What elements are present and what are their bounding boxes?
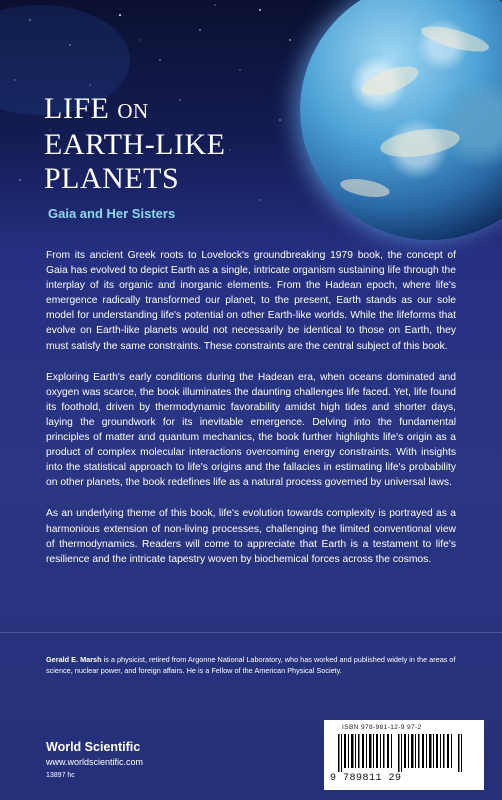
publisher-name: World Scientific — [46, 740, 141, 754]
isbn-text: ISBN 978-981-12-9 97-2 — [342, 724, 422, 731]
author-bio — [46, 654, 456, 676]
title-planets: PLANETS — [44, 162, 180, 195]
title-earth-like: EARTH-LIKE — [44, 128, 226, 161]
blurb-paragraph-1: From its ancient Greek roots to Lovelock's groundbreaking 1979 book, the concept of Gaia has evolved to depict Earth as a single, intricate organism sustaining life through the interplay of its organic and inorganic elements. From the Hadean epoch, where life's emergence radically transformed our planet, to the present, Earth stands as our sole model for understanding life's potential on other Earth-like worlds. While the lifeforms that evolve on Earth-like planets would not necessarily be identical to those on Earth, they must satisfy the same constraints. These constraints are the central subject of this book. — [46, 250, 456, 352]
author-name: Gerald E. Marsh — [46, 655, 102, 664]
publisher-website[interactable]: www.worldscientific.com — [46, 757, 144, 767]
blurb-paragraph-3: As an underlying theme of this book, life's evolution towards complexity is portrayed as a harmonious extension of non-living processes, challenging the limited conventional view of thermodynamics. Readers will come to appreciate that Earth is a testament to life's resilience and the intricate tapestry woven by biochemical forces across the cosmos. — [46, 508, 456, 565]
publisher-code: 13897 hc — [46, 772, 75, 779]
title-on: ON — [117, 99, 149, 123]
barcode-number: 9 789811 29 — [330, 773, 402, 784]
barcode-icon — [334, 734, 474, 772]
blurb-paragraph-2: Exploring Earth's early conditions during the Hadean era, when oceans dominated and oxygen was scarce, the book illuminates the daunting challenges life faced. Yet, life found its foothold, driven by thermodynamic favorability amidst high tides and shorter days, laying the groundwork for its inevitable emergence. Delving into the fundamental principles of matter and quantum mechanics, the book further highlights life's origin as a product of complex molecular interactions overcoming energy constraints. With insights into the statistical approach to life's origins and the fallacies in estimating life's probability on other planets, the book redefines life as a natural process governed by universal laws. — [46, 371, 456, 489]
divider — [0, 632, 502, 633]
blurb — [46, 248, 456, 583]
book-title — [44, 92, 225, 196]
title-life: LIFE — [44, 92, 110, 125]
author-bio-text: is a physicist, retired from Argonne National Laboratory, who has worked and published widely in the areas of science, nuclear power, and foreign affairs. He is a Fellow of the American Physical Society. — [46, 655, 456, 675]
book-subtitle: Gaia and Her Sisters — [48, 206, 176, 221]
barcode-panel — [324, 720, 484, 790]
